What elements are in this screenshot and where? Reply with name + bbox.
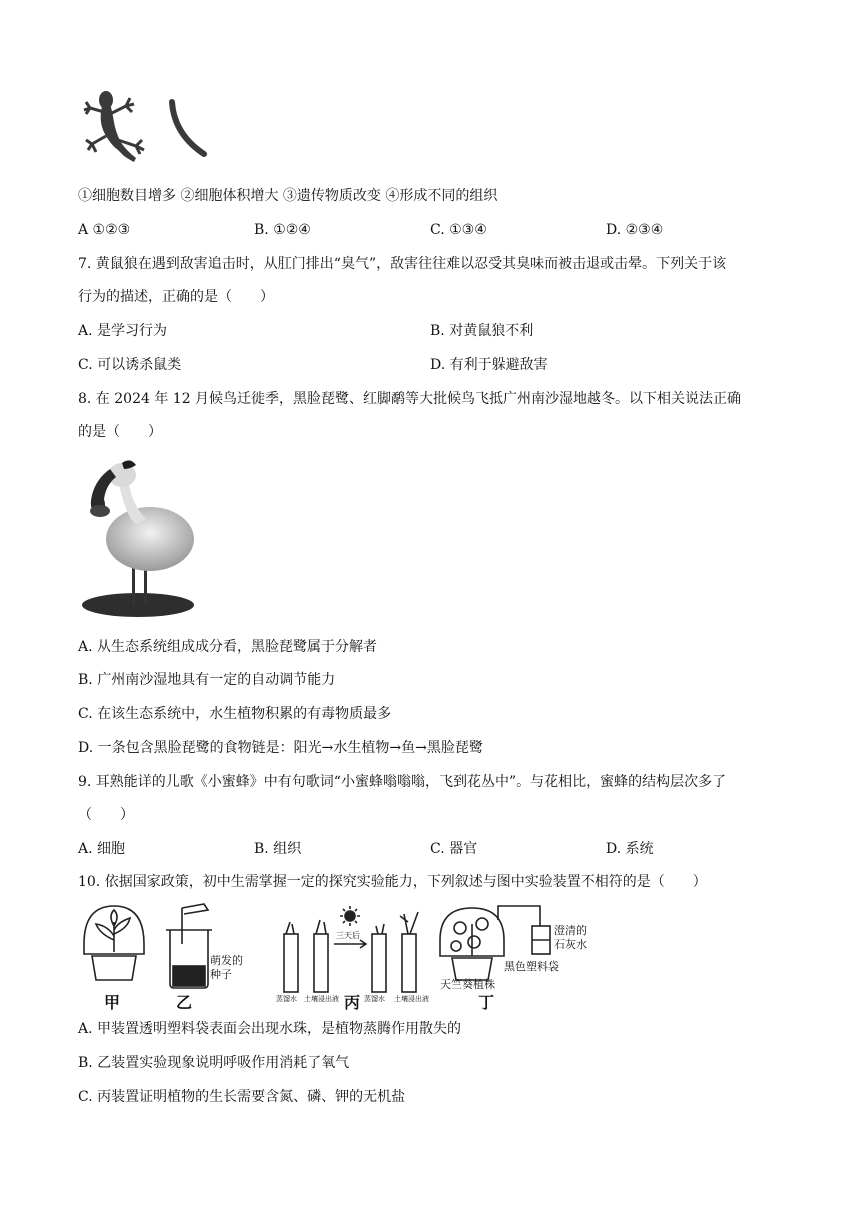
q10-stem: 10. 依据国家政策，初中生需掌握一定的探究实验能力，下列叙述与图中实验装置不相符的是（ ）: [78, 874, 707, 890]
q6-option-c[interactable]: C. ①③④: [430, 222, 487, 238]
q6-option-d[interactable]: D. ②③④: [606, 222, 664, 238]
experiment-figure: [78, 900, 598, 1012]
q9-option-b[interactable]: B. 组织: [254, 841, 302, 857]
q6-statements: ①细胞数目增多 ②细胞体积增大 ③遗传物质改变 ④形成不同的组织: [78, 188, 498, 204]
q9-stem-line1: 9. 耳熟能详的儿歌《小蜜蜂》中有句歌词“小蜜蜂嗡嗡嗡，飞到花丛中”。与花相比，蜜蜂的结构层次多了: [78, 774, 727, 790]
label-lime-water: 澄清的 石灰水: [554, 924, 587, 951]
label-tube-b1: 土壤浸出液: [304, 995, 339, 1003]
label-three-days: 三天后: [336, 931, 360, 940]
q8-option-b[interactable]: B. 广州南沙湿地具有一定的自动调节能力: [78, 672, 336, 688]
q8-option-a[interactable]: A. 从生态系统组成成分看，黑脸琵鹭属于分解者: [78, 639, 378, 655]
q6-option-a[interactable]: A ①②③: [78, 222, 131, 238]
label-bing: 丙: [344, 993, 361, 1012]
q8-stem-line2: 的是（ ）: [78, 424, 162, 440]
q10-option-c[interactable]: C. 丙装置证明植物的生长需要含氮、磷、钾的无机盐: [78, 1089, 406, 1105]
label-geranium: 天竺葵植株: [440, 978, 495, 991]
q9-option-a[interactable]: A. 细胞: [78, 841, 126, 857]
q10-option-a[interactable]: A. 甲装置透明塑料袋表面会出现水珠，是植物蒸腾作用散失的: [78, 1021, 462, 1037]
q7-stem-line1: 7. 黄鼠狼在遇到敌害追击时，从肛门排出“臭气”，敌害往往难以忍受其臭味而被击退或击晕。下列关于该: [78, 256, 727, 272]
label-tube-a2: 蒸馏水: [364, 995, 385, 1003]
q7-option-d[interactable]: D. 有利于躲避敌害: [430, 357, 548, 373]
q7-option-c[interactable]: C. 可以诱杀鼠类: [78, 357, 182, 373]
q7-stem-line2: 行为的描述，正确的是（ ）: [78, 289, 274, 305]
q10-option-b[interactable]: B. 乙装置实验现象说明呼吸作用消耗了氧气: [78, 1055, 350, 1071]
label-tube-a1: 蒸馏水: [276, 995, 297, 1003]
label-tube-b2: 土壤浸出液: [394, 995, 429, 1003]
label-black-bag: 黑色塑料袋: [504, 960, 559, 973]
q8-stem-line1: 8. 在 2024 年 12 月候鸟迁徙季，黑脸琵鹭、红脚鹬等大批候鸟飞抵广州南沙湿地越冬。以下相关说法正确: [78, 391, 742, 407]
lizard-figure: [78, 78, 218, 168]
label-yi: 乙: [176, 993, 193, 1012]
q7-option-b[interactable]: B. 对黄鼠狼不利: [430, 323, 534, 339]
q6-option-b[interactable]: B. ①②④: [254, 222, 311, 238]
q9-option-c[interactable]: C. 器官: [430, 841, 478, 857]
label-jia: 甲: [104, 993, 121, 1012]
q8-option-c[interactable]: C. 在该生态系统中，水生植物积累的有毒物质最多: [78, 706, 392, 722]
q9-stem-line2: （ ）: [78, 807, 134, 823]
label-seeds: 萌发的 种子: [210, 954, 243, 981]
q8-option-d[interactable]: D. 一条包含黑脸琵鹭的食物链是：阳光→水生植物→鱼→黑脸琵鹭: [78, 740, 483, 756]
label-ding: 丁: [478, 993, 495, 1012]
q9-option-d[interactable]: D. 系统: [606, 841, 654, 857]
q7-option-a[interactable]: A. 是学习行为: [78, 323, 168, 339]
spoonbill-photo: [78, 455, 198, 617]
